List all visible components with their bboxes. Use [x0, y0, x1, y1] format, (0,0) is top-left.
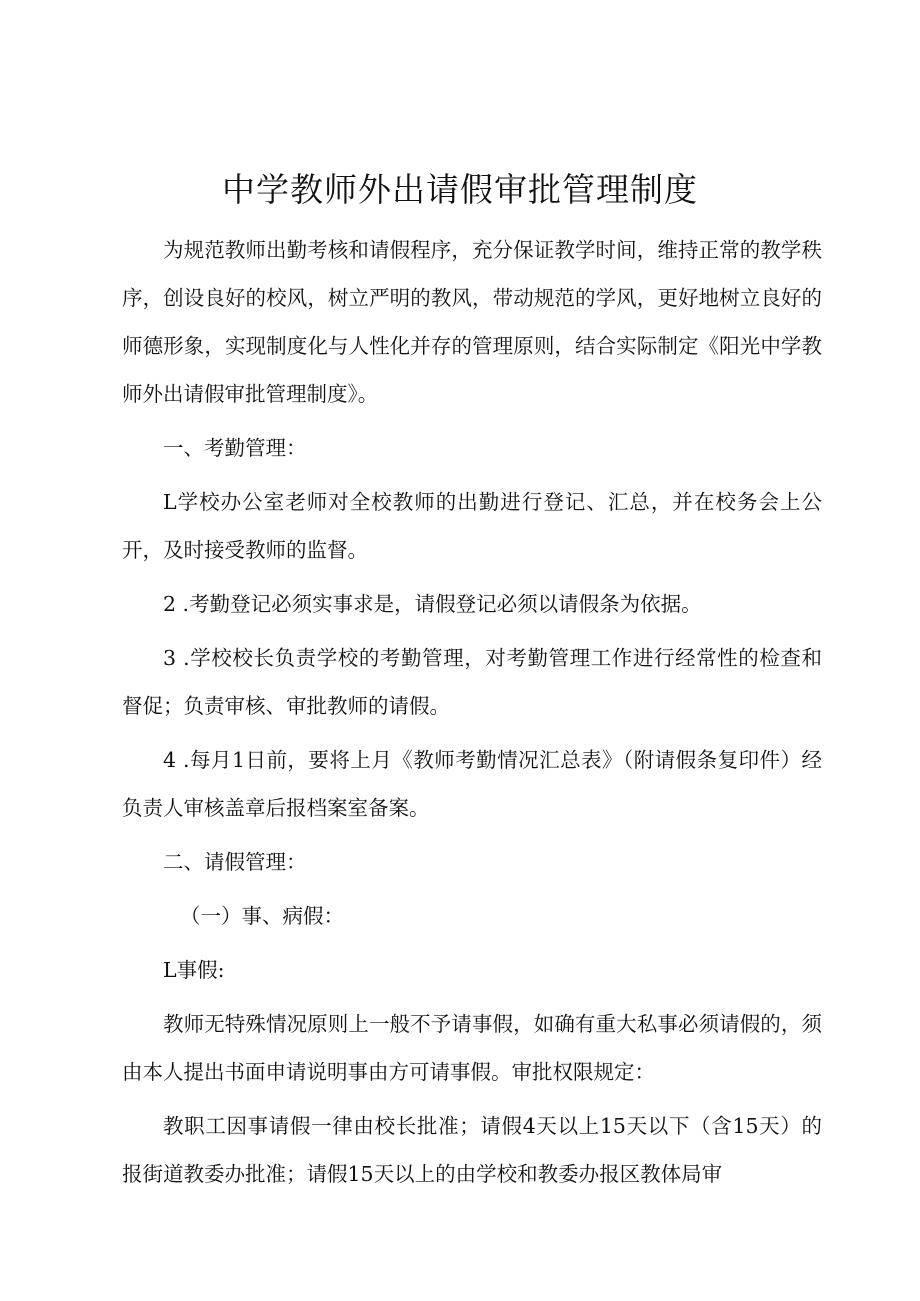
paragraph-attendance-1: L学校办公室老师对全校教师的出勤进行登记、汇总，并在校务会上公开，及时接受教师的监督。 — [122, 490, 822, 562]
paragraph-approval-authority: 教职工因事请假一律由校长批准；请假4天以上15天以下（含15天）的报街道教委办批准；请假15天以上的由学校和教委办报区教体局审 — [122, 1114, 822, 1186]
paragraph-intro: 为规范教师出勤考核和请假程序，充分保证教学时间，维持正常的教学秩序，创设良好的校风，树立严明的教风，带动规范的学风，更好地树立良好的师德形象，实现制度化与人性化并存的管理原则，结合实际制定《阳光中学教师外出请假审批管理制度》。 — [122, 238, 822, 406]
section-heading-leave: 二、请假管理： — [163, 850, 307, 874]
item-heading-personal-leave: L事假: — [163, 958, 225, 982]
paragraph-personal-leave-rule: 教师无特殊情况原则上一般不予请事假，如确有重大私事必须请假的，须由本人提出书面申请说明事由方可请事假。审批权限规定： — [122, 1012, 822, 1084]
document-title: 中学教师外出请假审批管理制度 — [222, 170, 698, 209]
paragraph-attendance-4: 4 .每月1日前，要将上月《教师考勤情况汇总表》（附请假条复印件）经负责人审核盖章后报档案室备案。 — [122, 748, 822, 820]
paragraph-attendance-3: 3 .学校校长负责学校的考勤管理，对考勤管理工作进行经常性的检查和督促；负责审核、审批教师的请假。 — [122, 646, 822, 718]
paragraph-attendance-2: 2 .考勤登记必须实事求是，请假登记必须以请假条为依据。 — [163, 592, 702, 616]
document-body — [122, 226, 822, 1198]
subsection-heading-personal-sick-leave: （一）事、病假： — [180, 904, 344, 928]
section-heading-attendance: 一、考勤管理： — [163, 436, 307, 460]
